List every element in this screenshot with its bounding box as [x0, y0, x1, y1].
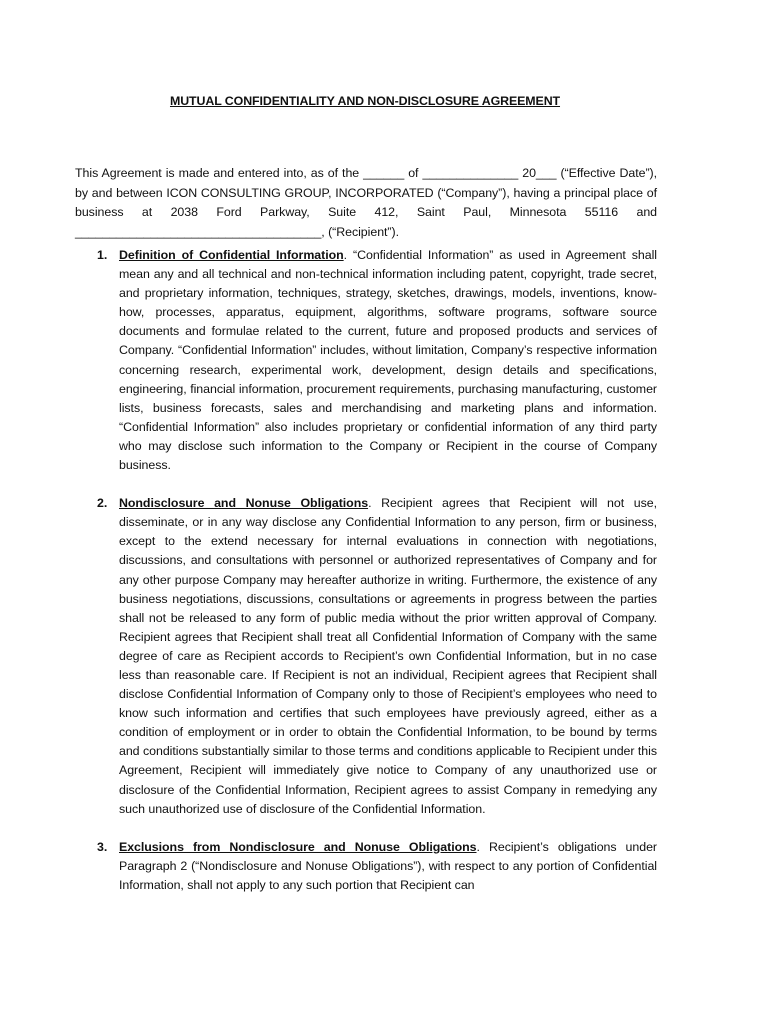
clause-heading: Nondisclosure and Nonuse Obligations: [119, 496, 369, 511]
clause-heading: Exclusions from Nondisclosure and Nonuse Obligations: [119, 839, 477, 854]
clause-heading: Definition of Confidential Information: [119, 248, 344, 262]
clause-number: 3.: [97, 839, 108, 854]
clause-heading-punct: .: [368, 496, 372, 511]
clause-item: [0, 838, 770, 895]
clause-body: “Confidential Information” as used in Agreement shall mean any and all technical and non-technical information including patent, copyright, trade secret, and proprietary information, techniques, strategy, sketches, drawings, models, inventions, know-how, processes, apparatus, equipment, algorithms, software programs, software source documents and formulae related to the current, future and proposed products and services of Company. “Confidential Information” includes, without limitation, Company’s respective information concerning research, experimental work, development, design details and specifications, engineering, financial information, procurement requirements, purchasing manufacturing, customer lists, business forecasts, sales and merchandising and marketing plans and information. “Confidential Information” also includes proprietary or confidential information of any third party who may disclose such information to the Company or Recipient in the course of Company business.: [119, 248, 657, 473]
intro-paragraph: This Agreement is made and entered into, as of the ______ of ______________ 20___ (“Effective Date”), by and between ICON CONSULTING GROUP, INCORPORATED (“Company”), having a principal place of business at 2038 Ford Parkway, Suite 412, Saint Paul, Minnesota 55116 and ____________________________________, (“Recipient”).: [75, 166, 657, 239]
clause-item: [0, 246, 770, 475]
clause-number: 1.: [97, 248, 108, 262]
clause-heading-punct: .: [343, 248, 348, 262]
clause-number: 2.: [97, 496, 108, 511]
clause-body: Recipient agrees that Recipient will not use, disseminate, or in any way disclose any Confidential Information to any person, firm or business, except to the extend necessary for internal evaluations in connection with negotiations, discussions, and consultations with personnel or authorized representatives of Company and for any other purpose Company may hereafter authorize in writing. Furthermore, the existence of any business negotiations, discussions, consultations or agreements in progress between the parties shall not be released to any form of public media without the prior written approval of Company. Recipient agrees that Recipient shall treat all Confidential Information of Company with the same degree of care as Recipient accords to Recipient’s own Confidential Information, but in no case less than reasonable care. If Recipient is not an individual, Recipient agrees that Recipient shall disclose Confidential Information of Company only to those of Recipient’s employees who need to know such information and certifies that such employees have previously agreed, either as a condition of employment or in order to obtain the Confidential Information, to be bound by terms and conditions substantially similar to those terms and conditions applicable to Recipient under this Agreement, Recipient will immediately give notice to Company of any unauthorized use or disclosure of the Confidential Information, Recipient agrees to assist Company in remedying any such unauthorized use of disclosure of the Confidential Information.: [119, 496, 657, 816]
clause-list: [0, 246, 770, 914]
clause-item: [0, 494, 770, 819]
clause-heading-punct: .: [476, 839, 480, 854]
document-title: MUTUAL CONFIDENTIALITY AND NON-DISCLOSURE AGREEMENT: [169, 94, 561, 108]
clause-body: Recipient’s obligations under Paragraph 2 (“Nondisclosure and Nonuse Obligations”), with respect to any portion of Confidential Information, shall not apply to any such portion that Recipient can: [119, 839, 657, 892]
